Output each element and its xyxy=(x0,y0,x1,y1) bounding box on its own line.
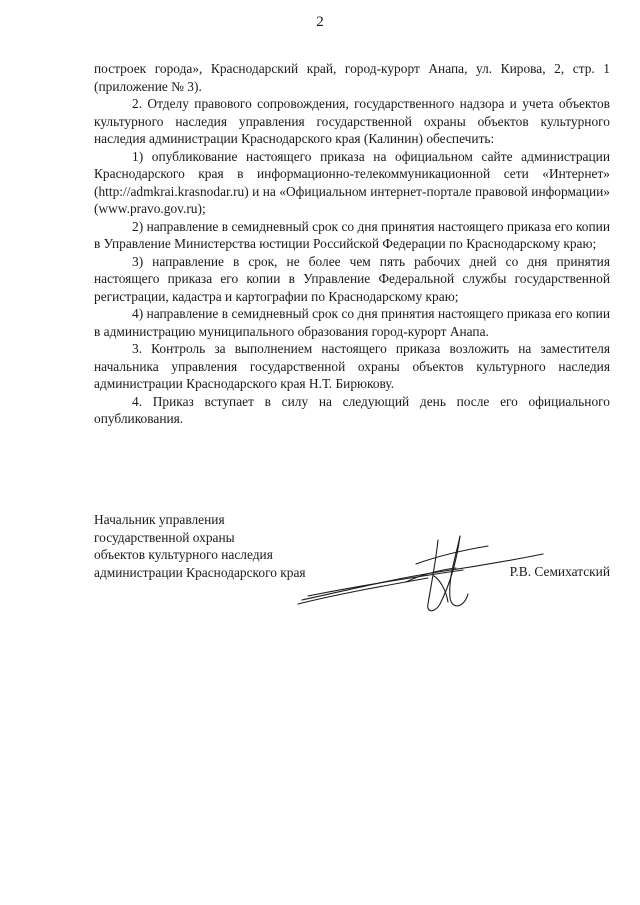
signatory-title-line: государственной охраны xyxy=(94,529,235,545)
signatory-title xyxy=(94,511,306,581)
signatory-title-line: Начальник управления xyxy=(94,512,225,527)
paragraph-subitem-2: 2) направление в семидневный срок со дня принятия настоящего приказа его копии в Управление Министерства юстиции Российской Федерации по Краснодарскому краю; xyxy=(94,218,610,251)
paragraph-subitem-1: 1) опубликование настоящего приказа на официальном сайте администрации Краснодарского края в информационно-телекоммуникационной сети «Интернет» (http://admkrai.krasnodar.ru) и на «Официальном интернет-портале правовой информации» (www.pravo.gov.ru); xyxy=(94,148,610,216)
signatory-title-line: администрации Краснодарского края xyxy=(94,564,306,580)
paragraph-item-3: 3. Контроль за выполнением настоящего приказа возложить на заместителя начальника управления государственной охраны объектов культурного наследия администрации Краснодарского края Н.Т. Бирюкову. xyxy=(94,341,610,391)
document-body xyxy=(94,60,610,428)
paragraph-subitem-4: 4) направление в семидневный срок со дня принятия настоящего приказа его копии в администрацию муниципального образования город-курорт Анапа. xyxy=(94,306,610,339)
paragraph-item-4: 4. Приказ вступает в силу на следующий день после его официального опубликования. xyxy=(94,393,610,426)
paragraph-item-2: 2. Отделу правового сопровождения, государственного надзора и учета объектов культурного наследия управления государственной охраны объектов культурного наследия администрации Краснодарского края (Калинин) обеспечить: xyxy=(94,96,610,146)
signatory-title-line: объектов культурного наследия xyxy=(94,547,273,562)
signer-name: Р.В. Семихатский xyxy=(509,564,610,579)
page-number: 2 xyxy=(316,14,324,30)
paragraph-continuation: построек города», Краснодарский край, город-курорт Анапа, ул. Кирова, 2, стр. 1 (приложение № 3). xyxy=(94,61,610,94)
paragraph-subitem-3: 3) направление в срок, не более чем пять рабочих дней со дня принятия настоящего приказа его копии в Управление Федеральной службы государственной регистрации, кадастра и картографии по Краснодарскому краю; xyxy=(94,253,610,304)
